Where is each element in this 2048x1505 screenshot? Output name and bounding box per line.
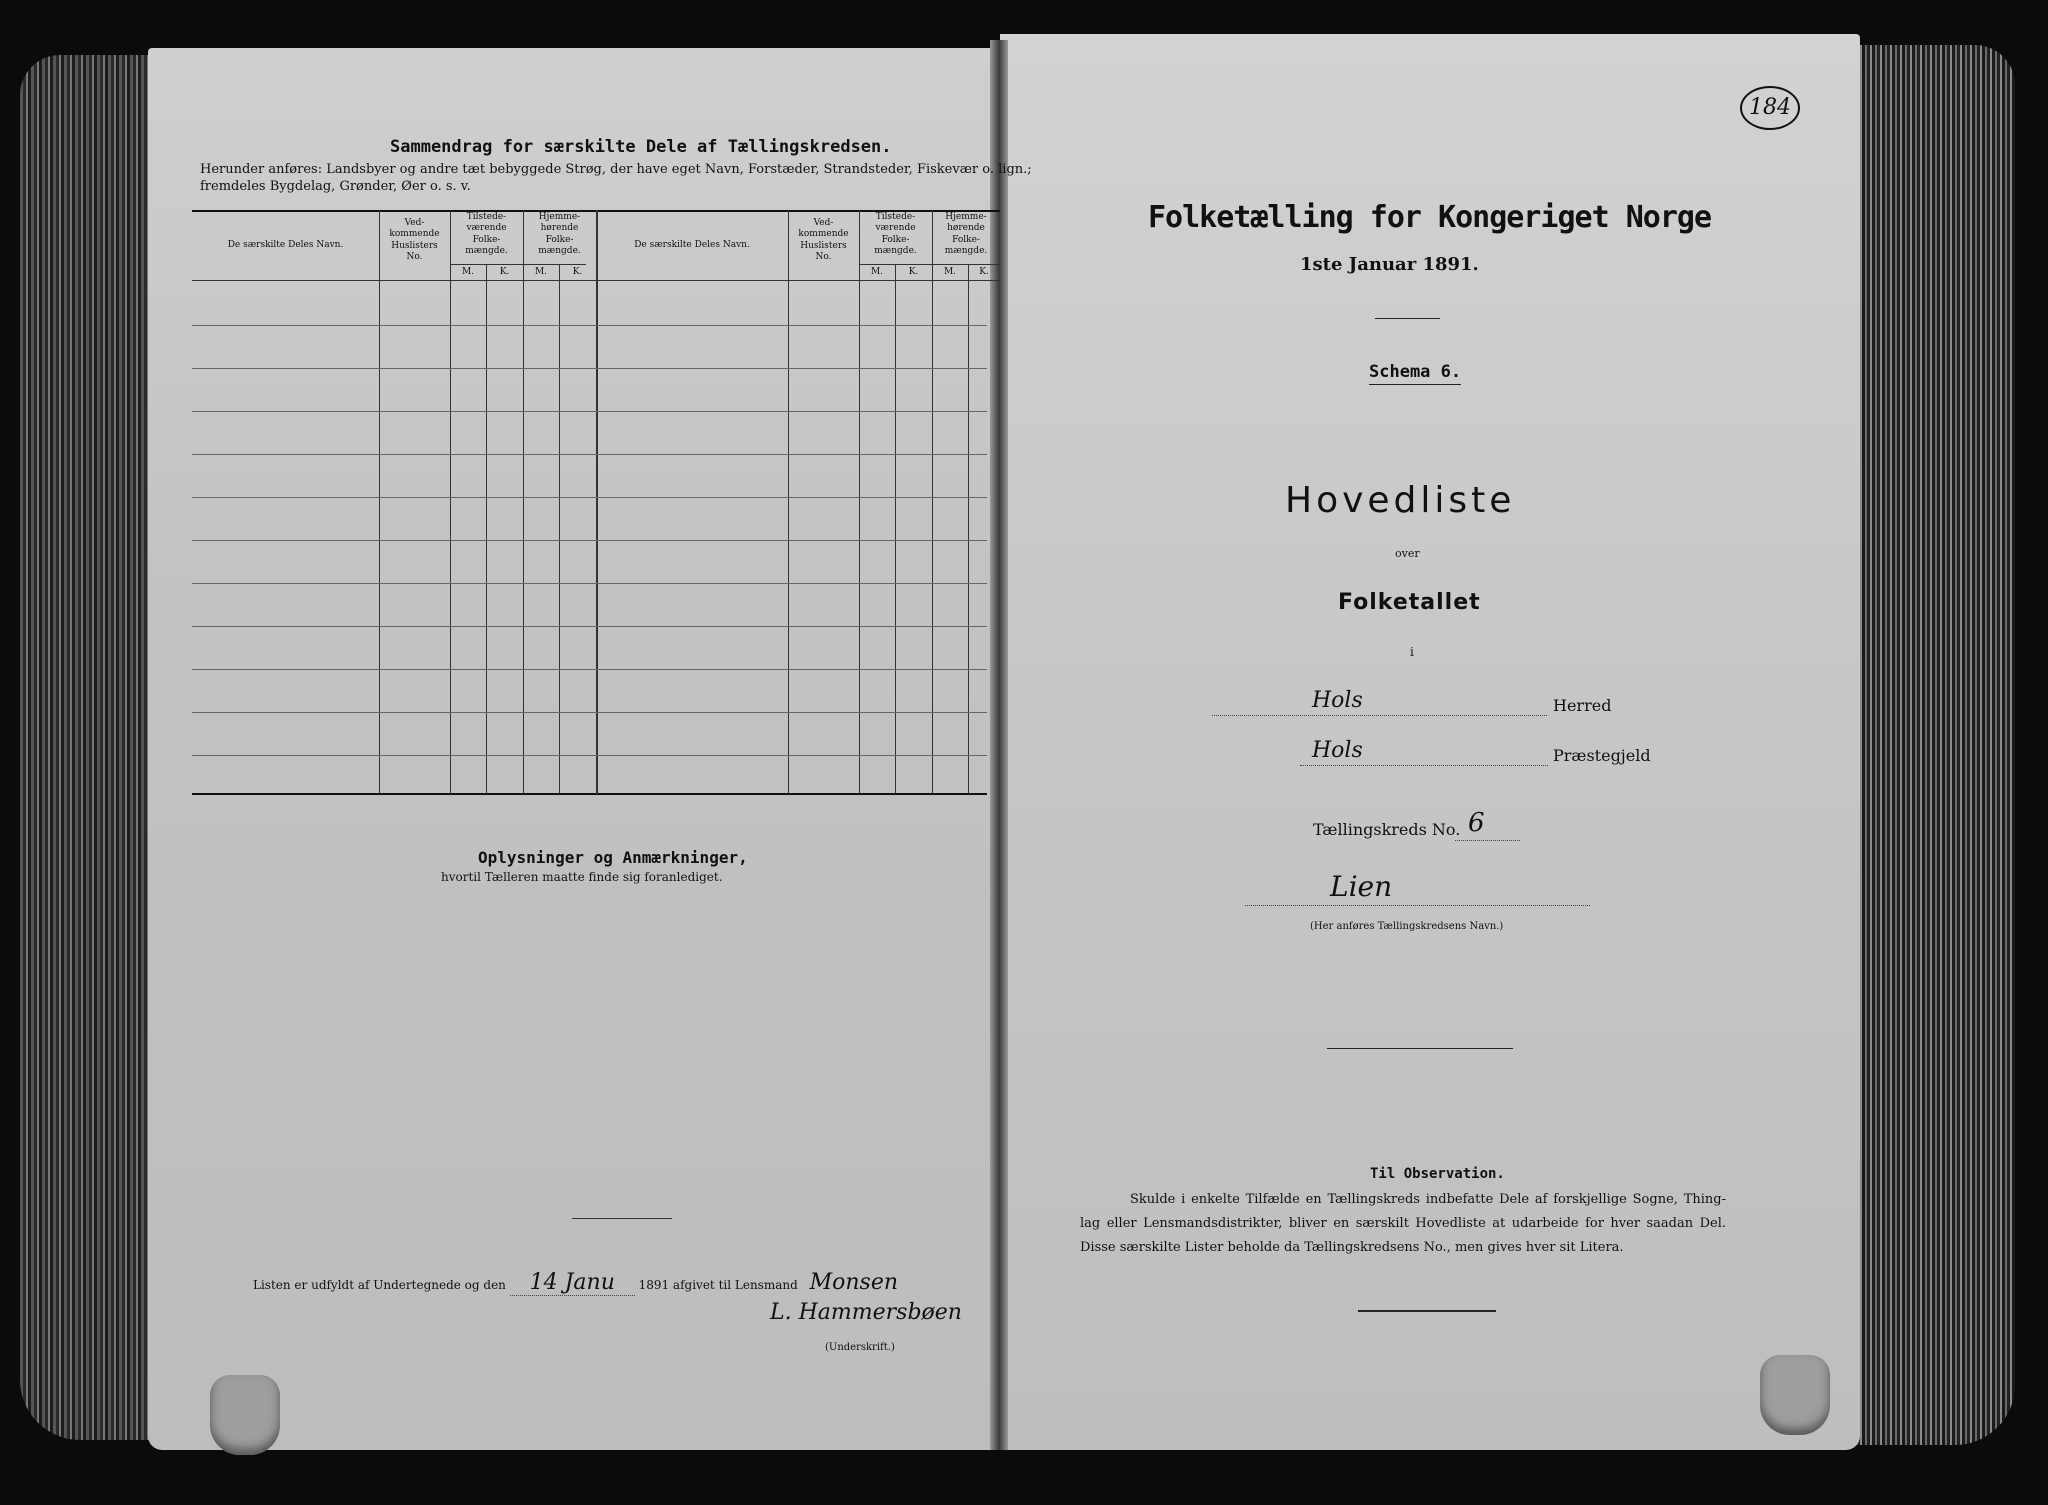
col-rule [788,210,789,794]
herred-label: Herred [1553,696,1612,715]
divider [1375,318,1440,319]
summary-subtitle-line1: Herunder anføres: Landsbyer og andre tæt bebyggede Strøg, der have eget Navn, Forstæder, Strandsteder, Fiskevær o. lign.; [200,162,1032,177]
col-rule [486,264,487,794]
short-rule [572,1218,672,1219]
handwritten-prestegjeld: Hols [1312,738,1363,763]
col-rule [523,210,524,794]
header-hjemme: Hjemme- hørende Folke- mængde. [538,212,581,256]
header-m: M. [943,267,957,277]
binder-clip-left [210,1375,280,1455]
i-text: i [1410,645,1414,659]
observation-title: Til Observation. [1370,1166,1505,1182]
book-page-edges-right [1855,45,2015,1445]
header-m: M. [534,267,548,277]
schema-label: Schema 6. [1369,362,1461,385]
header-name: De særskilte Deles Navn. [634,240,750,250]
table-row [192,712,987,713]
handwritten-kreds-name: Lien [1330,870,1393,903]
header-k: K. [979,267,989,277]
observation-line: Skulde i enkelte Tilfælde en Tællingskreds indbefatte Dele af forskjellige Sogne, Thing- [1130,1192,1726,1207]
listen-prefix: Listen er udfyldt af Undertegnede og den [253,1278,506,1292]
census-title: Folketælling for Kongeriget Norge [1148,200,1712,235]
summary-table [192,210,1000,794]
kreds-no-field-line [1455,840,1520,841]
kreds-name-field-line [1245,905,1590,906]
header-tilstede: Tilstede- værende Folke- mængde. [465,212,508,256]
kreds-label: Tællingskreds No. [1313,820,1461,839]
header-m: M. [461,267,475,277]
binder-clip-right [1760,1355,1830,1435]
prestegjeld-label: Præstegjeld [1553,746,1651,765]
census-date: 1ste Januar 1891. [1300,254,1479,275]
listen-statement [253,1270,898,1296]
table-row [192,497,987,498]
header-k: K. [499,267,510,277]
table-row [192,583,987,584]
table-row [192,411,987,412]
header-hjemme: Hjemme- hørende Folke- mængde. [944,212,988,256]
col-rule [450,210,451,794]
table-row [192,368,987,369]
mk-rule-left [450,264,586,265]
header-m: M. [870,267,884,277]
handwritten-herred: Hols [1312,688,1363,713]
col-rule [968,264,969,794]
handwritten-kreds-no: 6 [1468,808,1485,838]
header-tilstede: Tilstede- værende Folke- mængde. [874,212,917,256]
remarks-title: Oplysninger og Anmærkninger, [478,848,748,867]
header-k: K. [908,267,919,277]
table-row [192,540,987,541]
col-rule [379,210,380,794]
handwritten-lensmand: Monsen [809,1270,899,1295]
table-row [192,669,987,670]
handwritten-signature: L. Hammersbøen [770,1300,962,1325]
col-rule [859,210,860,794]
mk-rule-right [859,264,1000,265]
observation-line: Disse særskilte Lister beholde da Tællingskredsens No., men gives hver sit Litera. [1080,1240,1624,1255]
kreds-name-note: (Her anføres Tællingskredsens Navn.) [1310,921,1504,932]
table-row [192,626,987,627]
divider [1327,1048,1513,1049]
header-name: De særskilte Deles Navn. [227,240,344,250]
header-huslister: Ved- kommende Huslisters No. [798,218,849,262]
col-rule [895,264,896,794]
observation-text [1080,1188,1726,1260]
handwritten-page-number: 184 [1740,86,1800,130]
table-row [192,325,987,326]
header-k: K. [572,267,583,277]
summary-title: Sammendrag for særskilte Dele af Tællingskredsen. [390,137,892,157]
table-row [192,454,987,455]
underskrift-label: (Underskrift.) [825,1342,895,1353]
col-rule [932,210,933,794]
table-bottom-rule [192,793,987,795]
hovedliste-heading: Hovedliste [1285,480,1516,521]
prestegjeld-field-line [1300,765,1548,766]
remarks-subtitle: hvortil Tælleren maatte finde sig foranlediget. [441,870,723,884]
divider [1358,1310,1496,1312]
handwritten-date: 14 Janu [510,1270,635,1296]
header-huslister: Ved- kommende Huslisters No. [389,218,440,262]
col-rule [559,264,560,794]
folketallet-heading: Folketallet [1338,590,1481,615]
over-text: over [1395,547,1420,560]
table-row [192,755,987,756]
herred-field-line [1212,715,1547,716]
listen-year: 1891 afgivet til Lensmand [638,1278,798,1292]
observation-line: lag eller Lensmandsdistrikter, bliver en særskilt Hovedliste at udarbeide for hver saadan Del. [1080,1216,1726,1231]
summary-subtitle-line2: fremdeles Bygdelag, Grønder, Øer o. s. v. [200,179,471,194]
col-rule-mid [596,210,598,794]
